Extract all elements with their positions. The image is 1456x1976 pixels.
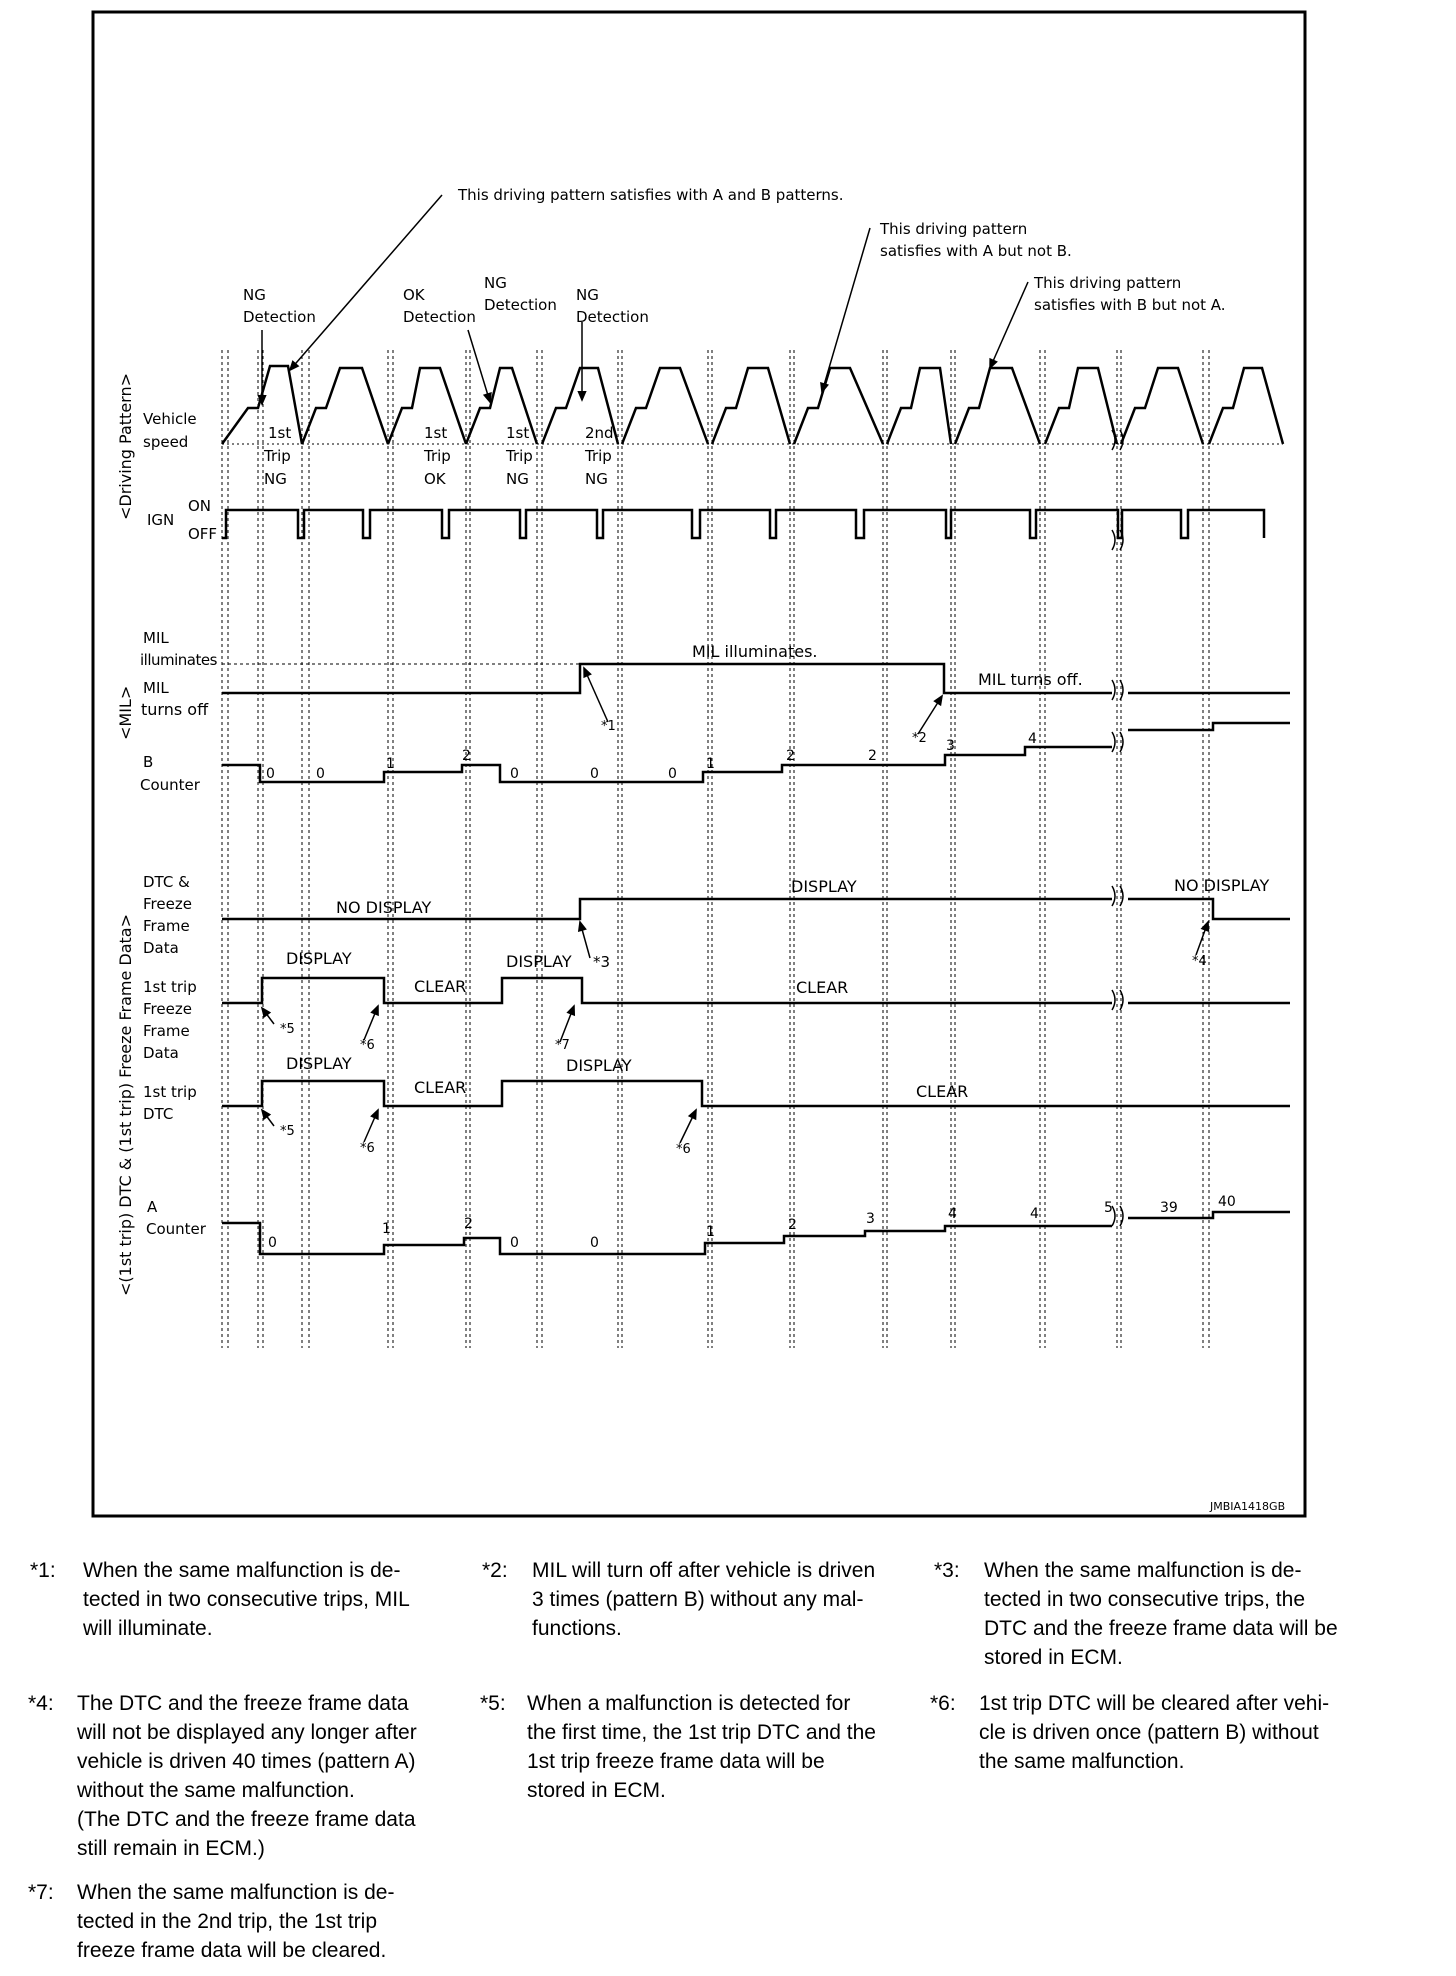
marker-5b: *5 bbox=[280, 1124, 295, 1139]
marker-3: *3 bbox=[593, 953, 611, 971]
ff-wave bbox=[222, 978, 1290, 1003]
note-1-text: When the same malfunction is de- tected in two consecutive trips, MIL will illuminate. bbox=[83, 1559, 410, 1640]
arrow-head-15 bbox=[689, 1110, 696, 1119]
figure-code: JMBIA1418GB bbox=[1210, 1500, 1286, 1513]
tdtc-display-1: DISPLAY bbox=[286, 1054, 352, 1073]
arrow-line-0 bbox=[290, 195, 442, 370]
a-counter-value: 0 bbox=[510, 1235, 519, 1251]
mil-side-label: <MIL> bbox=[116, 685, 135, 740]
arrow-head-10 bbox=[262, 1008, 270, 1017]
dtc-display: DISPLAY bbox=[791, 877, 857, 896]
marker-4: *4 bbox=[1192, 954, 1207, 969]
ign-on-label: ON bbox=[188, 497, 212, 515]
b-counter-value: 2 bbox=[868, 748, 877, 764]
b-counter-value: 0 bbox=[668, 766, 677, 782]
mil-illuminates-label-b: illuminates bbox=[140, 651, 217, 669]
b-counter-value: 2 bbox=[462, 748, 471, 764]
note-4-number: *4: bbox=[28, 1692, 54, 1715]
a-counter-value: 1 bbox=[706, 1224, 715, 1240]
diagram-frame bbox=[93, 12, 1305, 1516]
ff-display-2: DISPLAY bbox=[506, 952, 572, 971]
b-counter-value: 3 bbox=[946, 738, 955, 754]
dtc-no-display: NO DISPLAY bbox=[336, 898, 432, 917]
b-counter-value: 2 bbox=[786, 748, 795, 764]
annotation-b-only-line2: satisfies with B but not A. bbox=[1034, 296, 1226, 314]
ff-label-b: Freeze bbox=[143, 1000, 192, 1018]
b-counter-wave bbox=[222, 723, 1290, 782]
trip-dtc-label-b: DTC bbox=[143, 1105, 174, 1123]
ng-detection-2-a: NG bbox=[484, 274, 507, 292]
annotation-a-only-line1: This driving pattern bbox=[880, 220, 1028, 238]
marker-6a: *6 bbox=[360, 1038, 375, 1053]
marker-7: *7 bbox=[555, 1038, 570, 1053]
a-counter-value: 1 bbox=[382, 1221, 391, 1237]
note-6-number: *6: bbox=[930, 1692, 956, 1715]
a-counter-value: 5 bbox=[1104, 1200, 1113, 1216]
trip2-a: 1st bbox=[424, 424, 448, 442]
annotation-arrows bbox=[258, 195, 1208, 1143]
arrow-head-14 bbox=[371, 1110, 378, 1119]
marker-2: *2 bbox=[912, 731, 927, 746]
note-1-number: *1: bbox=[30, 1559, 56, 1582]
mil-wave bbox=[222, 664, 1290, 693]
trip3-c: NG bbox=[506, 470, 529, 488]
trip-gridlines bbox=[222, 350, 1283, 1348]
tdtc-display-2: DISPLAY bbox=[566, 1056, 632, 1075]
note-5-text: When a malfunction is detected for the first time, the 1st trip DTC and the 1st trip freeze frame data will be stored in ECM. bbox=[527, 1692, 876, 1802]
tdtc-wave bbox=[222, 1081, 1290, 1106]
trip3-a: 1st bbox=[506, 424, 530, 442]
a-counter-value: 4 bbox=[948, 1206, 957, 1222]
note-3-text: When the same malfunction is de- tected in two consecutive trips, the DTC and the freeze frame data will be stored in ECM. bbox=[984, 1559, 1338, 1669]
b-counter-value: 0 bbox=[510, 766, 519, 782]
dtc-label-a: DTC & bbox=[143, 873, 190, 891]
note-7-text: When the same malfunction is de- tected in the 2nd trip, the 1st trip freeze frame data will be cleared. bbox=[77, 1881, 395, 1962]
mil-illuminates-label-a: MIL bbox=[143, 629, 169, 647]
ng-detection-3-a: NG bbox=[576, 286, 599, 304]
marker-5a: *5 bbox=[280, 1022, 295, 1037]
ng-detection-2-b: Detection bbox=[484, 296, 557, 314]
arrow-head-2 bbox=[990, 359, 997, 368]
arrow-head-12 bbox=[568, 1006, 575, 1015]
mil-turns-off-label-a: MIL bbox=[143, 679, 169, 697]
b-counter-value: 0 bbox=[266, 766, 275, 782]
ign-wave bbox=[222, 510, 1264, 538]
a-counter-value: 0 bbox=[590, 1235, 599, 1251]
marker-6c: *6 bbox=[676, 1142, 691, 1157]
note-3-number: *3: bbox=[934, 1559, 960, 1582]
arrow-head-7 bbox=[935, 696, 942, 705]
arrow-head-8 bbox=[579, 922, 586, 931]
b-counter-value: 4 bbox=[1028, 731, 1037, 747]
annotation-b-only-line1: This driving pattern bbox=[1034, 274, 1182, 292]
ff-clear-1: CLEAR bbox=[414, 977, 467, 996]
arrow-head-6 bbox=[584, 668, 591, 677]
ng-detection-3-b: Detection bbox=[576, 308, 649, 326]
a-counter-value: 2 bbox=[788, 1217, 797, 1233]
trip1-c: NG bbox=[264, 470, 287, 488]
annotation-ab: This driving pattern satisfies with A and B patterns. bbox=[458, 186, 844, 204]
ign-off-label: OFF bbox=[188, 525, 218, 543]
arrow-line-4 bbox=[468, 330, 490, 402]
marker-6b: *6 bbox=[360, 1141, 375, 1156]
ign-label: IGN bbox=[147, 511, 175, 529]
trip4-b: Trip bbox=[585, 447, 612, 465]
arrow-head-11 bbox=[372, 1006, 378, 1015]
a-counter-value: 2 bbox=[464, 1216, 473, 1232]
b-counter-label-b: Counter bbox=[140, 776, 200, 794]
trip2-b: Trip bbox=[424, 447, 451, 465]
ng-detection-1-b: Detection bbox=[243, 308, 316, 326]
dtc-label-c: Frame bbox=[143, 917, 190, 935]
a-counter-value: 39 bbox=[1160, 1200, 1178, 1216]
arrow-head-13 bbox=[262, 1110, 270, 1119]
note-4-text: The DTC and the freeze frame data will not be displayed any longer after vehicle is driven 40 times (pattern A) without the same malfunction. (The DTC and the freeze frame data still remain in ECM.) bbox=[77, 1692, 417, 1860]
ff-display-1: DISPLAY bbox=[286, 949, 352, 968]
b-counter-value: 1 bbox=[706, 756, 715, 772]
mil-turns-off-text: MIL turns off. bbox=[978, 670, 1083, 689]
a-counter-label-a: A bbox=[147, 1198, 158, 1216]
trip4-a: 2nd bbox=[585, 424, 614, 442]
note-6-text: 1st trip DTC will be cleared after vehi- cle is driven once (pattern B) without the same malfunction. bbox=[979, 1692, 1330, 1773]
vehicle-label: Vehicle bbox=[143, 410, 197, 428]
note-5-number: *5: bbox=[480, 1692, 506, 1715]
trip1-a: 1st bbox=[268, 424, 292, 442]
arrow-head-5 bbox=[578, 392, 585, 400]
trip4-c: NG bbox=[585, 470, 608, 488]
annotation-a-only-line2: satisfies with A but not B. bbox=[880, 242, 1072, 260]
trip3-b: Trip bbox=[506, 447, 533, 465]
dtc-no-display-2: NO DISPLAY bbox=[1174, 876, 1270, 895]
ff-clear-2: CLEAR bbox=[796, 978, 849, 997]
a-counter-value: 4 bbox=[1030, 1206, 1039, 1222]
ng-detection-1-a: NG bbox=[243, 286, 266, 304]
ff-label-c: Frame bbox=[143, 1022, 190, 1040]
ok-detection-b: Detection bbox=[403, 308, 476, 326]
driving-pattern-side-label: <Driving Pattern> bbox=[116, 372, 135, 520]
vehicle-speed-wave bbox=[222, 366, 1283, 444]
a-counter-label-b: Counter bbox=[146, 1220, 206, 1238]
note-2-text: MIL will turn off after vehicle is driven 3 times (pattern B) without any mal- functions. bbox=[532, 1559, 876, 1640]
marker-1: *1 bbox=[601, 719, 616, 734]
ok-detection-a: OK bbox=[403, 286, 425, 304]
note-7-number: *7: bbox=[28, 1881, 54, 1904]
a-counter-value: 0 bbox=[268, 1235, 277, 1251]
ff-label-a: 1st trip bbox=[143, 978, 197, 996]
b-counter-value: 1 bbox=[386, 756, 395, 772]
arrow-line-2 bbox=[990, 282, 1028, 368]
b-counter-value: 0 bbox=[316, 766, 325, 782]
tdtc-clear-1: CLEAR bbox=[414, 1078, 467, 1097]
speed-label: speed bbox=[143, 433, 189, 451]
note-2-number: *2: bbox=[482, 1559, 508, 1582]
a-counter-value: 3 bbox=[866, 1211, 875, 1227]
ff-label-d: Data bbox=[143, 1044, 179, 1062]
arrow-head-9 bbox=[1202, 922, 1209, 931]
tdtc-clear-2: CLEAR bbox=[916, 1082, 969, 1101]
dtc-label-d: Data bbox=[143, 939, 179, 957]
mil-turns-off-label-b: turns off bbox=[141, 700, 209, 719]
trip2-c: OK bbox=[424, 470, 446, 488]
mil-illuminates-text: MIL illuminates. bbox=[692, 642, 818, 661]
arrow-head-4 bbox=[484, 393, 491, 402]
trip-dtc-label-a: 1st trip bbox=[143, 1083, 197, 1101]
waveforms bbox=[222, 366, 1290, 1254]
a-counter-value: 40 bbox=[1218, 1194, 1236, 1210]
b-counter-label-a: B bbox=[143, 753, 154, 771]
dtc-label-b: Freeze bbox=[143, 895, 192, 913]
dtc-side-label: <(1st trip) DTC & (1st trip) Freeze Frame Data> bbox=[116, 913, 135, 1296]
b-counter-value: 0 bbox=[590, 766, 599, 782]
trip1-b: Trip bbox=[264, 447, 291, 465]
